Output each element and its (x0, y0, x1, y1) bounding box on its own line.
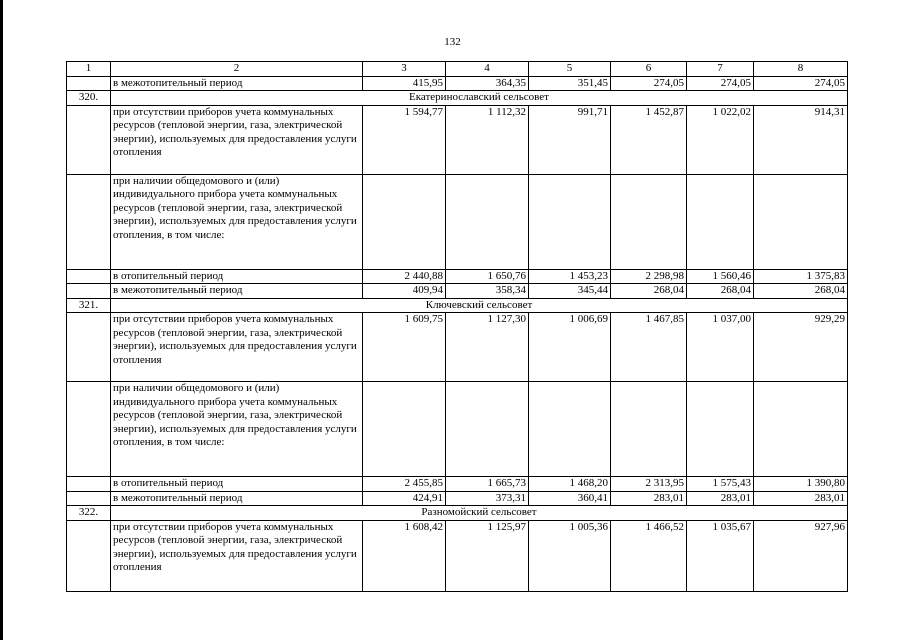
table-row (67, 174, 848, 269)
value-cell: 351,45 (529, 76, 611, 91)
table-row (67, 520, 848, 591)
value-cell: 1 594,77 (363, 105, 446, 174)
value-cell (363, 382, 446, 477)
header-cell: 3 (363, 62, 446, 77)
table-row (67, 477, 848, 492)
value-cell: 1 452,87 (611, 105, 687, 174)
value-cell: 929,29 (754, 313, 848, 382)
row-number (67, 174, 111, 269)
header-cell: 8 (754, 62, 848, 77)
value-cell: 345,44 (529, 284, 611, 299)
header-cell: 4 (446, 62, 529, 77)
value-cell: 283,01 (754, 491, 848, 506)
section-title: Разномойский сельсовет (111, 506, 848, 521)
value-cell: 2 298,98 (611, 269, 687, 284)
table-row (67, 76, 848, 91)
value-cell: 358,34 (446, 284, 529, 299)
value-cell: 415,95 (363, 76, 446, 91)
row-number (67, 76, 111, 91)
value-cell: 1 468,20 (529, 477, 611, 492)
value-cell: 1 022,02 (687, 105, 754, 174)
value-cell (529, 174, 611, 269)
value-cell: 1 125,97 (446, 520, 529, 591)
value-cell: 1 453,23 (529, 269, 611, 284)
value-cell: 268,04 (687, 284, 754, 299)
value-cell (446, 382, 529, 477)
value-cell: 1 609,75 (363, 313, 446, 382)
value-cell: 373,31 (446, 491, 529, 506)
row-number (67, 313, 111, 382)
value-cell (754, 382, 848, 477)
value-cell: 274,05 (754, 76, 848, 91)
value-cell: 1 575,43 (687, 477, 754, 492)
section-row (67, 506, 848, 521)
value-cell: 1 006,69 (529, 313, 611, 382)
row-label: при наличии общедомового и (или) индивидуального прибора учета коммунальных ресурсов (тепловой энергии, газа, электрической энергии), используемых для предоставления услуги отопления, в том числе: (111, 382, 363, 477)
value-cell: 424,91 (363, 491, 446, 506)
value-cell: 283,01 (687, 491, 754, 506)
header-row (67, 62, 848, 77)
table-row (67, 313, 848, 382)
table-row (67, 269, 848, 284)
value-cell: 1 005,36 (529, 520, 611, 591)
value-cell: 1 466,52 (611, 520, 687, 591)
value-cell: 274,05 (687, 76, 754, 91)
value-cell: 1 467,85 (611, 313, 687, 382)
section-number: 320. (67, 91, 111, 106)
header-cell: 1 (67, 62, 111, 77)
value-cell: 927,96 (754, 520, 848, 591)
value-cell (687, 382, 754, 477)
row-number (67, 382, 111, 477)
table-row (67, 382, 848, 477)
row-label: в отопительный период (111, 477, 363, 492)
value-cell: 268,04 (611, 284, 687, 299)
value-cell: 2 440,88 (363, 269, 446, 284)
header-cell: 6 (611, 62, 687, 77)
page-number: 132 (444, 36, 461, 48)
value-cell: 1 375,83 (754, 269, 848, 284)
header-cell: 2 (111, 62, 363, 77)
value-cell: 364,35 (446, 76, 529, 91)
value-cell: 1 037,00 (687, 313, 754, 382)
value-cell (687, 174, 754, 269)
value-cell (446, 174, 529, 269)
table-row (67, 105, 848, 174)
row-label: в межотопительный период (111, 76, 363, 91)
section-number: 322. (67, 506, 111, 521)
value-cell: 1 112,32 (446, 105, 529, 174)
value-cell: 991,71 (529, 105, 611, 174)
section-title: Екатеринославский сельсовет (111, 91, 848, 106)
row-number (67, 477, 111, 492)
value-cell: 2 313,95 (611, 477, 687, 492)
value-cell: 360,41 (529, 491, 611, 506)
row-number (67, 491, 111, 506)
value-cell (611, 382, 687, 477)
row-number (67, 520, 111, 591)
scan-edge (0, 0, 3, 640)
value-cell: 274,05 (611, 76, 687, 91)
value-cell: 2 455,85 (363, 477, 446, 492)
value-cell: 283,01 (611, 491, 687, 506)
value-cell (611, 174, 687, 269)
tariff-table (66, 61, 848, 592)
value-cell: 1 650,76 (446, 269, 529, 284)
section-title: Ключевский сельсовет (111, 298, 848, 313)
value-cell: 1 560,46 (687, 269, 754, 284)
header-cell: 5 (529, 62, 611, 77)
row-label: при отсутствии приборов учета коммунальных ресурсов (тепловой энергии, газа, электрической энергии), используемых для предоставления услуги отопления (111, 313, 363, 382)
row-number (67, 284, 111, 299)
value-cell: 1 608,42 (363, 520, 446, 591)
value-cell: 1 665,73 (446, 477, 529, 492)
value-cell (363, 174, 446, 269)
section-row (67, 91, 848, 106)
value-cell: 1 390,80 (754, 477, 848, 492)
value-cell: 914,31 (754, 105, 848, 174)
section-row (67, 298, 848, 313)
value-cell: 1 127,30 (446, 313, 529, 382)
value-cell: 409,94 (363, 284, 446, 299)
row-label: при наличии общедомового и (или) индивидуального прибора учета коммунальных ресурсов (тепловой энергии, газа, электрической энергии), используемых для предоставления услуги отопления, в том числе: (111, 174, 363, 269)
row-label: при отсутствии приборов учета коммунальных ресурсов (тепловой энергии, газа, электрической энергии), используемых для предоставления услуги отопления (111, 105, 363, 174)
table-row (67, 491, 848, 506)
row-label: в межотопительный период (111, 491, 363, 506)
section-number: 321. (67, 298, 111, 313)
header-cell: 7 (687, 62, 754, 77)
row-number (67, 105, 111, 174)
row-label: при отсутствии приборов учета коммунальных ресурсов (тепловой энергии, газа, электрической энергии), используемых для предоставления услуги отопления (111, 520, 363, 591)
table-row (67, 284, 848, 299)
value-cell (529, 382, 611, 477)
value-cell: 1 035,67 (687, 520, 754, 591)
value-cell (754, 174, 848, 269)
row-number (67, 269, 111, 284)
row-label: в отопительный период (111, 269, 363, 284)
value-cell: 268,04 (754, 284, 848, 299)
row-label: в межотопительный период (111, 284, 363, 299)
